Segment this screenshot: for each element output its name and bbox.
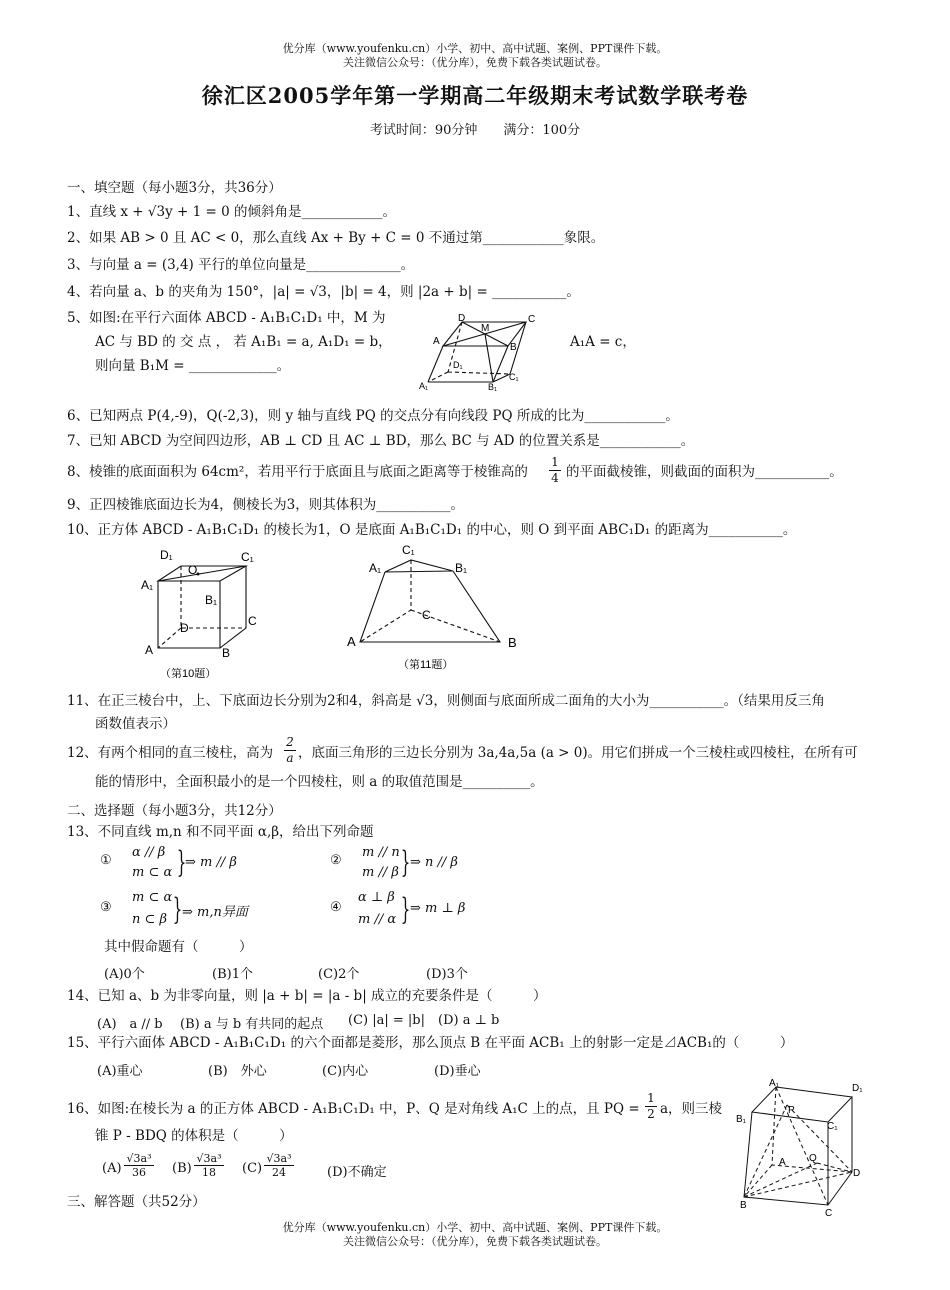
q13-prop-1-top: α // β bbox=[132, 845, 166, 860]
q13-prop-4-mark: ④ bbox=[330, 900, 342, 915]
header-line-1: 优分库（www.youfenku.cn）小学、初中、高中试题、案例、PPT课件下载。 bbox=[282, 42, 668, 55]
q13-prop-2-mark: ② bbox=[330, 853, 342, 868]
fig16-label-d: D bbox=[853, 1168, 861, 1179]
figure-q16-cube bbox=[732, 1077, 872, 1217]
q13-prop-4-top: α ⊥ β bbox=[358, 890, 395, 905]
footer-line-2: 关注微信公众号：（优分库），免费下载各类试题试卷。 bbox=[343, 1235, 607, 1248]
question-3: 3、与向量 a = (3,4) 平行的单位向量是______________。 bbox=[67, 257, 415, 273]
fig11-label-a: A bbox=[347, 634, 356, 649]
footer-line-1: 优分库（www.youfenku.cn）小学、初中、高中试题、案例、PPT课件下载。 bbox=[282, 1221, 668, 1234]
question-4: 4、若向量 a、b 的夹角为 150°，|a| = √3，|b| = 4，则 |2a + b| = ___________。 bbox=[67, 284, 580, 300]
fig5-label-a1: A₁ bbox=[419, 381, 429, 391]
fig11-label-b: B bbox=[508, 635, 517, 650]
fig5-label-d1: D₁ bbox=[453, 360, 463, 370]
question-13: 13、不同直线 m,n 和不同平面 α,β，给出下列命题 bbox=[67, 824, 374, 840]
question-13-prompt: 其中假命题有（ ） bbox=[104, 939, 253, 955]
fig10-label-b: B bbox=[222, 646, 231, 660]
exam-title: 徐汇区2005学年第一学期高二年级期末考试数学联考卷 bbox=[201, 83, 749, 108]
q13-prop-3-bottom: n ⊂ β bbox=[132, 912, 168, 927]
question-1: 1、直线 x + √3y + 1 = 0 的倾斜角是____________。 bbox=[67, 204, 396, 220]
fig10-label-c1: C₁ bbox=[241, 550, 254, 564]
fig11-label-a1: A₁ bbox=[369, 561, 382, 575]
figure-q10-cube bbox=[138, 544, 268, 684]
q16-denominator: 2 bbox=[645, 1106, 657, 1121]
question-14: 14、已知 a、b 为非零向量，则 |a + b| = |a - b| 成立的充要条件是（ ） bbox=[67, 988, 547, 1004]
fig11-caption: （第11题） bbox=[398, 659, 454, 671]
q13-prop-1-mark: ① bbox=[100, 853, 112, 868]
q8-numerator: 1 bbox=[551, 455, 559, 469]
question-11-line-1: 11、在正三棱台中，上、下底面边长分别为2和4，斜高是 √3，则侧面与底面所成二面角的大小为___________。（结果用反三角 bbox=[67, 693, 825, 709]
fig5-label-a: A bbox=[433, 336, 440, 347]
q13-prop-3-mark: ③ bbox=[100, 900, 112, 915]
q13-option-c[interactable]: (C)2个 bbox=[318, 967, 360, 982]
question-8-part-1: 8、棱锥的底面面积为 64cm²，若用平行于底面且与底面之距离等于棱锥高的 bbox=[67, 464, 528, 480]
fig10-label-d1: D₁ bbox=[160, 548, 173, 562]
q12-denominator: a bbox=[284, 750, 296, 765]
question-12-part-2: ，底面三角形的三边长分别为 3a,4a,5a (a > 0)。用它们拼成一个三棱柱或四棱柱，在所有可 bbox=[298, 745, 858, 761]
question-8-fraction bbox=[549, 455, 561, 485]
question-7: 7、已知 ABCD 为空间四边形，AB ⊥ CD 且 AC ⊥ BD，那么 BC 与 AD 的位置关系是____________。 bbox=[67, 433, 695, 449]
fig11-label-b1: B₁ bbox=[455, 561, 468, 575]
q13-prop-4-bottom: m // α bbox=[358, 912, 397, 927]
fig5-label-c1: C₁ bbox=[509, 372, 519, 382]
fig10-label-a: A bbox=[145, 643, 154, 657]
header-line-2: 关注微信公众号：（优分库），免费下载各类试题试卷。 bbox=[343, 56, 607, 69]
q15-option-a[interactable]: (A)重心 bbox=[97, 1064, 143, 1079]
fig16-label-d1: D₁ bbox=[852, 1083, 863, 1094]
q13-prop-3-top: m ⊂ α bbox=[132, 890, 173, 905]
fig16-label-c1: C₁ bbox=[827, 1121, 838, 1132]
fig10-label-c: C bbox=[248, 614, 257, 628]
question-16-line-2: 锥 P - BDQ 的体积是（ ） bbox=[95, 1128, 293, 1144]
fig16-label-b1: B₁ bbox=[736, 1114, 747, 1125]
question-10: 10、正方体 ABCD - A₁B₁C₁D₁ 的棱长为1，O 是底面 A₁B₁C₁D₁ 的中心，则 O 到平面 ABC₁D₁ 的距离为___________。 bbox=[67, 522, 797, 538]
q13-prop-1-bottom: m ⊂ α bbox=[132, 865, 173, 880]
section-multiple-choice: 二、选择题（每小题3分，共12分） bbox=[67, 803, 282, 819]
fig10-label-b1: B₁ bbox=[205, 593, 218, 607]
question-16-part-2: a，则三棱 bbox=[660, 1101, 723, 1117]
q14-option-d[interactable]: (D) a ⊥ b bbox=[438, 1013, 500, 1028]
q13-option-a[interactable]: (A)0个 bbox=[104, 967, 145, 982]
fig10-label-o: O bbox=[188, 563, 198, 577]
question-12-fraction bbox=[284, 735, 296, 765]
q13-prop-2-bottom: m // β bbox=[362, 865, 399, 880]
fig5-label-b: B bbox=[510, 342, 517, 353]
fig10-front-face bbox=[158, 581, 220, 648]
q16-option-d[interactable]: (D)不确定 bbox=[327, 1165, 387, 1180]
q13-prop-2-result: ⇒ n // β bbox=[410, 855, 458, 870]
q13-prop-3-result: ⇒ m,n异面 bbox=[182, 905, 248, 920]
fig5-label-b1: B₁ bbox=[488, 382, 498, 392]
q15-option-d[interactable]: (D)垂心 bbox=[434, 1064, 481, 1079]
q15-option-c[interactable]: (C)内心 bbox=[322, 1064, 369, 1079]
q16-options: (A) √3a³ 36 (B) √3a³ 18 (C) √3a³ 24 (D)不确定 bbox=[102, 1152, 387, 1180]
q13-option-b[interactable]: (B)1个 bbox=[212, 967, 253, 982]
q13-option-d[interactable]: (D)3个 bbox=[426, 967, 468, 982]
fig11-label-c: C bbox=[422, 608, 431, 622]
fig16-label-a: A bbox=[779, 1157, 786, 1168]
fig16-label-q: Q bbox=[809, 1153, 817, 1164]
question-9: 9、正四棱锥底面边长为4，侧棱长为3，则其体积为___________。 bbox=[67, 497, 465, 513]
question-5-line-1: 5、如图:在平行六面体 ABCD - A₁B₁C₁D₁ 中，M 为 bbox=[67, 310, 386, 326]
question-5-vector-c: A₁A = c， bbox=[570, 334, 636, 350]
fig16-label-b: B bbox=[740, 1200, 747, 1211]
q14-option-a[interactable]: (A) a // b bbox=[97, 1017, 163, 1032]
fig16-label-p: P bbox=[788, 1105, 795, 1116]
fig16-label-a1: A₁ bbox=[769, 1078, 780, 1089]
fig16-lines bbox=[744, 1087, 852, 1205]
fig10-label-d: D bbox=[180, 621, 189, 635]
fig5-label-d: D bbox=[458, 313, 466, 324]
question-16-fraction bbox=[645, 1091, 657, 1121]
figure-q5-parallelepiped bbox=[418, 312, 553, 392]
q15-option-b[interactable]: (B) 外心 bbox=[208, 1064, 267, 1079]
question-8-part-2: 的平面截棱锥，则截面的面积为___________。 bbox=[566, 464, 843, 480]
q14-option-c[interactable]: (C) |a| = |b| bbox=[348, 1013, 425, 1028]
section-fill-in: 一、填空题（每小题3分，共36分） bbox=[67, 180, 282, 196]
fig16-top-face bbox=[752, 1087, 852, 1122]
question-2: 2、如果 AB > 0 且 AC < 0，那么直线 Ax + By + C = 0 不通过第____________象限。 bbox=[67, 230, 605, 246]
question-12-line-2: 能的情形中，全面积最小的是一个四棱柱，则 a 的取值范围是__________。 bbox=[95, 774, 544, 790]
q8-denominator: 4 bbox=[549, 470, 561, 485]
question-11-line-2: 函数值表示） bbox=[95, 716, 176, 732]
fig5-label-m: M bbox=[481, 323, 490, 334]
fig16-label-c: C bbox=[825, 1208, 833, 1217]
q14-option-b[interactable]: (B) a 与 b 有共同的起点 bbox=[180, 1017, 324, 1032]
question-5-line-2: AC 与 BD 的 交 点 ， 若 A₁B₁ = a, A₁D₁ = b， bbox=[95, 334, 392, 350]
q13-prop-1-result: ⇒ m // β bbox=[185, 855, 237, 870]
figure-q11-frustum bbox=[345, 540, 525, 675]
q13-prop-4-result: ⇒ m ⊥ β bbox=[410, 901, 466, 916]
fig11-sides bbox=[360, 571, 500, 642]
exam-subtitle: 考试时间：90分钟 满分：100分 bbox=[369, 123, 581, 138]
fig10-caption: （第10题） bbox=[160, 668, 217, 680]
question-6: 6、已知两点 P(4,-9)，Q(-2,3)，则 y 轴与直线 PQ 的交点分有向线段 PQ 所成的比为____________。 bbox=[67, 408, 679, 424]
fig11-top-face bbox=[385, 560, 453, 572]
q12-numerator: 2 bbox=[286, 735, 294, 749]
question-16-part-1: 16、如图:在棱长为 a 的正方体 ABCD - A₁B₁C₁D₁ 中，P、Q 是对角线 A₁C 上的点，且 PQ = bbox=[67, 1101, 640, 1117]
fig11-label-c1: C₁ bbox=[402, 543, 415, 557]
question-5-line-3: 则向量 B₁M = _____________。 bbox=[95, 358, 291, 374]
question-15: 15、平行六面体 ABCD - A₁B₁C₁D₁ 的六个面都是菱形，那么顶点 B 在平面 ACB₁ 上的射影一定是⊿ACB₁的（ ） bbox=[67, 1035, 794, 1051]
fig5-label-c: C bbox=[528, 314, 536, 325]
question-12-part-1: 12、有两个相同的直三棱柱，高为 bbox=[67, 745, 274, 761]
section-answer: 三、解答题（共52分） bbox=[67, 1194, 206, 1210]
fig5-b1-to-m bbox=[485, 334, 493, 382]
q13-prop-2-top: m // n bbox=[362, 845, 400, 860]
q16-numerator: 1 bbox=[647, 1091, 655, 1105]
fig10-label-a1: A₁ bbox=[141, 578, 154, 592]
